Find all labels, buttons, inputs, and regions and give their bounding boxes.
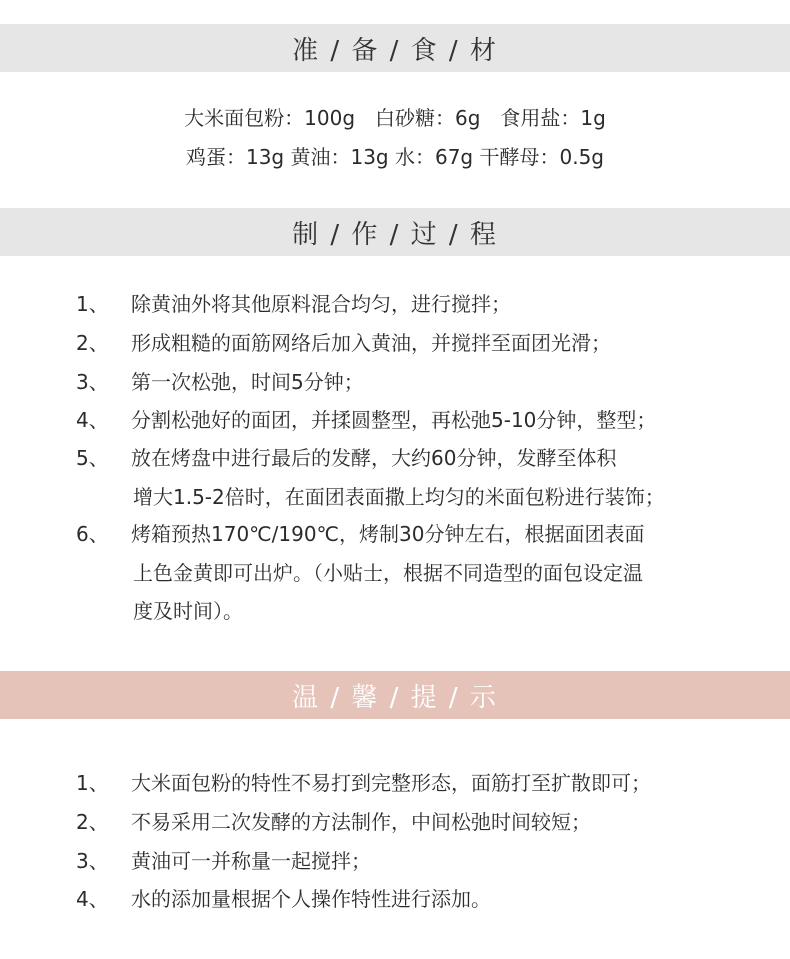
- step-number: 3、: [76, 370, 109, 394]
- ingredients-line: 鸡蛋：13g 黄油：13g 水：67g 干酵母：0.5g: [185, 145, 604, 169]
- ingredients-header: [0, 24, 790, 72]
- ingredients-line: 大米面包粉：100g 白砂糖：6g 食用盐：1g: [184, 106, 606, 130]
- tip-number: 3、: [76, 849, 109, 873]
- step-text: 分割松弛好的面团，并揉圆整型，再松弛5-10分钟，整型；: [131, 408, 657, 432]
- step-text: 除黄油外将其他原料混合均匀，进行搅拌；: [131, 292, 511, 316]
- tip-number: 2、: [76, 810, 109, 834]
- step-text: 放在烤盘中进行最后的发酵，大约60分钟，发酵至体积: [131, 446, 617, 470]
- process-header: [0, 208, 790, 256]
- tip-text: 不易采用二次发酵的方法制作，中间松弛时间较短；: [131, 810, 591, 834]
- step-number: 5、: [76, 446, 109, 470]
- tips-header: [0, 671, 790, 719]
- step-text: 形成粗糙的面筋网络后加入黄油，并搅拌至面团光滑；: [131, 331, 611, 355]
- step-continuation: 上色金黄即可出炉。（小贴士，根据不同造型的面包设定温: [133, 561, 643, 585]
- step-number: 2、: [76, 331, 109, 355]
- tip-text: 大米面包粉的特性不易打到完整形态，面筋打至扩散即可；: [131, 771, 651, 795]
- tips-title: 温 / 馨 / 提 / 示: [292, 682, 498, 713]
- tip-text: 水的添加量根据个人操作特性进行添加。: [131, 887, 491, 911]
- step-continuation: 增大1.5-2倍时，在面团表面撒上均匀的米面包粉进行装饰；: [133, 485, 665, 509]
- step-continuation: 度及时间）。: [133, 599, 243, 623]
- tip-number: 1、: [76, 771, 109, 795]
- process-title: 制 / 作 / 过 / 程: [292, 219, 498, 250]
- step-text: 烤箱预热170℃/190℃，烤制30分钟左右，根据面团表面: [131, 522, 645, 546]
- tip-number: 4、: [76, 887, 109, 911]
- ingredients-title: 准 / 备 / 食 / 材: [292, 35, 498, 66]
- step-text: 第一次松弛，时间5分钟；: [131, 370, 364, 394]
- step-number: 6、: [76, 522, 109, 546]
- step-number: 1、: [76, 292, 109, 316]
- tip-text: 黄油可一并称量一起搅拌；: [131, 849, 371, 873]
- step-number: 4、: [76, 408, 109, 432]
